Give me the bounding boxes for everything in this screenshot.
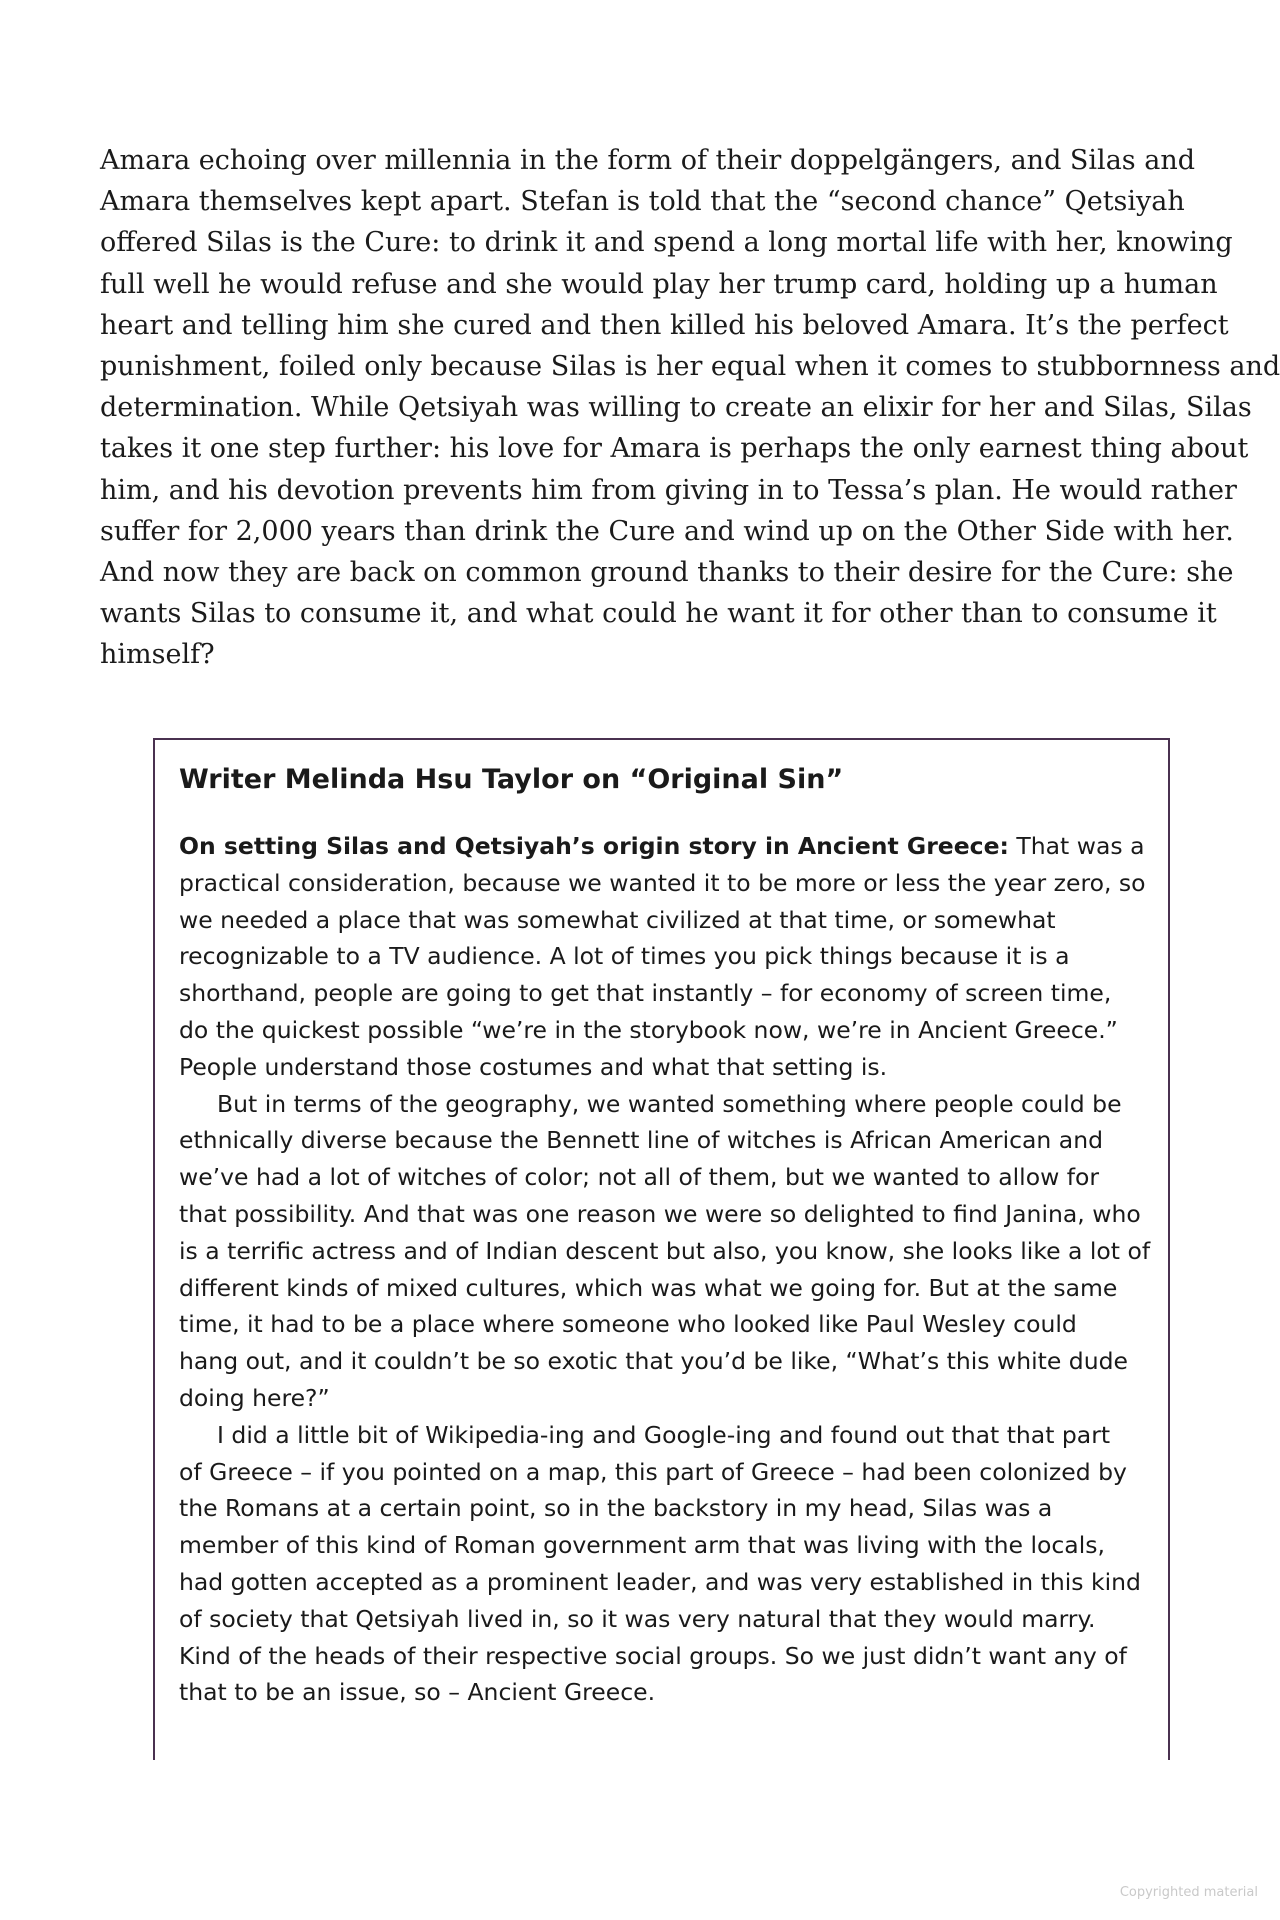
sidebar-line: ethnically diverse because the Bennett line of witches is African American and (179, 1126, 1104, 1155)
sidebar-line: doing here?” (179, 1383, 330, 1412)
sidebar-line: Kind of the heads of their respective social groups. So we just didn’t want any of (179, 1641, 1127, 1670)
sidebar-line: had gotten accepted as a prominent leader, and was very established in this kind (179, 1567, 1141, 1596)
sidebar-line: of Greece – if you pointed on a map, this part of Greece – had been colonized by (179, 1457, 1127, 1486)
sidebar-line: that to be an issue, so – Ancient Greece. (179, 1678, 656, 1707)
sidebar-line: we’ve had a lot of witches of color; not all of them, but we wanted to allow for (179, 1163, 1100, 1192)
sidebar-line: recognizable to a TV audience. A lot of times you pick things because it is a (179, 942, 1070, 971)
sidebar-lead-line (179, 828, 1154, 865)
body-line: wants Silas to consume it, and what could he want it for other than to consume it (100, 598, 1217, 630)
sidebar-line: shorthand, people are going to get that instantly – for economy of screen time, (179, 979, 1112, 1008)
body-line: And now they are back on common ground thanks to their desire for the Cure: she (100, 557, 1234, 589)
sidebar-title: Writer Melinda Hsu Taylor on “Original Sin” (179, 764, 844, 795)
copyright-watermark: Copyrighted material (1119, 1885, 1258, 1900)
sidebar-line: of society that Qetsiyah lived in, so it was very natural that they would marry. (179, 1604, 1096, 1633)
sidebar-line: different kinds of mixed cultures, which was what we going for. But at the same (179, 1273, 1118, 1302)
body-line: determination. While Qetsiyah was willing to create an elixir for her and Silas, Silas (100, 392, 1252, 424)
body-line: himself? (100, 639, 215, 671)
sidebar-line: is a terrific actress and of Indian descent but also, you know, she looks like a lot of (179, 1236, 1151, 1265)
sidebar-line: we needed a place that was somewhat civilized at that time, or somewhat (179, 905, 1056, 934)
sidebar-line: I did a little bit of Wikipedia-ing and Google-ing and found out that that part (217, 1420, 1111, 1449)
sidebar-line: that possibility. And that was one reason we were so delighted to find Janina, who (179, 1199, 1141, 1228)
body-line: offered Silas is the Cure: to drink it and spend a long mortal life with her, knowing (100, 227, 1233, 259)
sidebar-line: But in terms of the geography, we wanted something where people could be (217, 1089, 1122, 1118)
body-line: Amara themselves kept apart. Stefan is told that the “second chance” Qetsiyah (100, 186, 1185, 218)
sidebar-line: the Romans at a certain point, so in the backstory in my head, Silas was a (179, 1494, 1053, 1523)
sidebar-line: do the quickest possible “we’re in the storybook now, we’re in Ancient Greece.” (179, 1015, 1118, 1044)
body-line: him, and his devotion prevents him from giving in to Tessa’s plan. He would rather (100, 474, 1237, 506)
body-line: heart and telling him she cured and then killed his beloved Amara. It’s the perfect (100, 309, 1229, 341)
sidebar-line: member of this kind of Roman government arm that was living with the locals, (179, 1531, 1105, 1560)
body-line: takes it one step further: his love for Amara is perhaps the only earnest thing about (100, 433, 1249, 465)
sidebar-line: time, it had to be a place where someone who looked like Paul Wesley could (179, 1310, 1077, 1339)
sidebar-line: practical consideration, because we wanted it to be more or less the year zero, so (179, 868, 1146, 897)
sidebar-line: hang out, and it couldn’t be so exotic that you’d be like, “What’s this white dude (179, 1347, 1128, 1376)
sidebar-body (179, 828, 1154, 1711)
body-line: suffer for 2,000 years than drink the Cure and wind up on the Other Side with her. (100, 515, 1234, 547)
body-line: Amara echoing over millennia in the form of their doppelgängers, and Silas and (100, 145, 1196, 176)
interview-sidebar-box (153, 738, 1170, 1760)
body-paragraph (100, 140, 1280, 676)
body-line: punishment, foiled only because Silas is her equal when it comes to stubbornness and (100, 351, 1280, 383)
sidebar-lead-bold: On setting Silas and Qetsiyah’s origin story in Ancient Greece: (179, 832, 1009, 860)
sidebar-line: People understand those costumes and what that setting is. (179, 1052, 888, 1081)
body-line: full well he would refuse and she would play her trump card, holding up a human (100, 268, 1218, 300)
sidebar-lead-rest: That was a (1008, 832, 1145, 860)
